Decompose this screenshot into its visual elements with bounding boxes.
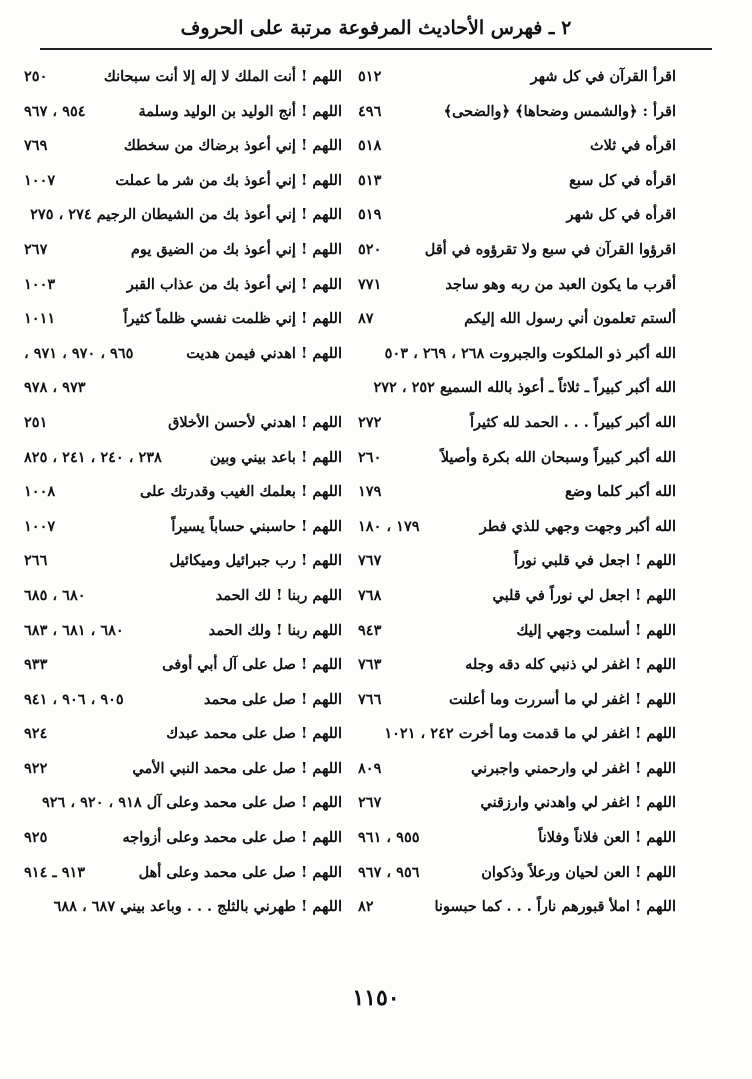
index-entry [358,510,676,545]
entry-text: اللهم ! صل على محمد وعلى أهل [138,863,342,881]
entry-page-numbers: ١٠٠٧ [24,517,56,535]
entry-text: اللهم ! اغفر لي ما قدمت وما أخرت ٢٤٢ ، ١٠٢١ [384,725,676,743]
entry-text: اللهم ! إني أعوذ برضاك من سخطك [123,137,342,155]
entry-text: اللهم ! صل على محمد وعلى أزواجه [122,829,342,847]
index-entry [358,786,676,821]
entry-text: اللهم ! اغفر لي ما أسررت وما أعلنت [448,690,676,708]
entry-page-numbers: ٥١٩ [358,206,382,224]
index-entry [24,544,342,579]
entry-text: اللهم ربنا ! ولك الحمد [208,621,342,639]
index-entry [358,337,676,372]
entry-text: اللهم ! باعد بيني وبين [209,448,342,466]
entry-page-numbers: ١٠٠٨ [24,483,56,501]
entry-page-numbers: ٩٢٥ [24,829,48,847]
index-entry [358,371,676,406]
entry-page-numbers: ٦٨٠ ، ٦٨١ ، ٦٨٣ [24,621,124,639]
index-entry [24,129,342,164]
entry-text: اقرأه في كل شهر [566,206,676,224]
entry-text: اللهم ! إني ظلمت نفسي ظلماً كثيراً [123,310,342,328]
entry-text: اقرؤوا القرآن في سبع ولا تقرؤوه في أقل [424,240,676,258]
entry-page-numbers: ٥١٣ [358,171,382,189]
entry-text: الله أكبر كبيراً . . . الحمد لله كثيراً [469,413,676,431]
index-entry [24,302,342,337]
index-entry [24,717,342,752]
entry-text: اللهم ! صل على محمد عبدك [166,725,342,743]
entry-page-numbers: ٥١٨ [358,137,382,155]
entry-page-numbers: ٩٥٤ ، ٩٦٧ [24,102,86,120]
index-entry [358,233,676,268]
entry-page-numbers: ٧٦٧ [358,552,382,570]
entry-text: اللهم ! العن فلاناً وفلاناً [538,829,676,847]
entry-page-numbers: ٨٧ [358,310,374,328]
entry-text: أقرب ما يكون العبد من ربه وهو ساجد [445,275,676,293]
index-column-right [358,60,676,925]
index-entry [358,129,676,164]
entry-page-numbers: ٩٢٤ [24,725,48,743]
page-number: ١١٥٠ [352,985,400,1011]
entry-page-numbers: ٧٦٦ [358,690,382,708]
index-entry [24,233,342,268]
entry-text: اللهم ! إني أعوذ بك من عذاب القبر [126,275,342,293]
entry-page-numbers: ٩٦٥ ، ٩٧٠ ، ٩٧١ ، [24,344,134,362]
entry-text: اقرأ : ﴿والشمس وضحاها﴾ ﴿والضحى﴾ [443,102,676,120]
entry-text: ألستم تعلمون أني رسول الله إليكم [464,310,676,328]
index-entry [24,510,342,545]
entry-page-numbers: ٩٠٥ ، ٩٠٦ ، ٩٤١ [24,690,124,708]
index-entry [24,579,342,614]
entry-page-numbers: ٨٠٩ [358,759,382,777]
entry-text: اللهم ! اجعل لي نوراً في قلبي [492,586,676,604]
index-entry [358,164,676,199]
entry-text: اللهم ! املأ قبورهم ناراً . . . كما حبسونا [434,898,676,916]
entry-text: اللهم ! اغفر لي ذنبي كله دقه وجله [465,656,676,674]
entry-page-numbers: ٢٥٠ [24,68,48,85]
entry-text: اللهم ! اهدني فيمن هديت [186,344,342,362]
entry-page-numbers: ٧٦٣ [358,656,382,674]
index-entry [24,648,342,683]
entry-text: اللهم ! صل على محمد [203,690,342,708]
index-entry [358,60,676,95]
index-entry [24,406,342,441]
index-entry [24,198,342,233]
index-entry [358,856,676,891]
index-entry [24,856,342,891]
entry-text: اللهم ! إني أعوذ بك من شر ما عملت [115,171,342,189]
index-entry [24,614,342,649]
entry-text: الله أكبر كلما وضع [564,483,676,501]
entry-page-numbers: ١٧٩ ، ١٨٠ [358,517,420,535]
entry-page-numbers: ٧٧١ [358,275,382,293]
index-entry [358,683,676,718]
entry-page-numbers: ١٠٠٣ [24,275,56,293]
entry-text: اللهم ! صل على آل أبي أوفى [162,656,342,674]
index-entry [358,648,676,683]
entry-page-numbers: ٥٢٠ [358,240,382,258]
entry-page-numbers: ٢٣٨ ، ٢٤٠ ، ٢٤١ ، ٨٢٥ [24,448,162,466]
entry-page-numbers: ٢٦٠ [358,448,382,466]
page-title: ٢ ـ فهرس الأحاديث المرفوعة مرتبة على الحروف [40,8,712,50]
entry-page-numbers: ٩٢٢ [24,759,48,777]
index-entry [358,614,676,649]
entry-page-numbers: ٤٩٦ [358,102,382,120]
index-entry [358,890,676,925]
entry-text: الله أكبر وجهت وجهي للذي فطر [479,517,676,535]
entry-page-numbers: ٩٧٣ ، ٩٧٨ [24,379,86,397]
index-entry [24,441,342,476]
entry-text: اللهم ! اجعل في قلبي نوراً [514,552,676,570]
entry-page-numbers: ٨٢ [358,898,374,916]
entry-page-numbers: ٦٨٠ ، ٦٨٥ [24,586,86,604]
entry-text: اللهم ! اغفر لي واهدني وارزقني [480,794,676,812]
entry-page-numbers: ٩٥٦ ، ٩٦٧ [358,863,420,881]
entry-text: اللهم ! أنج الوليد بن الوليد وسلمة [138,102,342,120]
entry-page-numbers: ٩١٣ ـ ٩١٤ [24,863,86,881]
index-column-left [24,60,342,925]
entry-page-numbers: ٩٥٥ ، ٩٦١ [358,829,420,847]
index-entry [358,752,676,787]
index-entry [24,786,342,821]
index-entry [358,302,676,337]
index-entry [358,544,676,579]
entry-text: اللهم ! صل على محمد النبي الأمي [132,759,342,777]
index-entry [358,717,676,752]
entry-text: الله أكبر كبيراً وسبحان الله بكرة وأصيلاً [440,448,676,466]
index-entry [24,164,342,199]
entry-text: اللهم ! رب جبرائيل وميكائيل [169,552,342,570]
index-entry [358,579,676,614]
entry-page-numbers: ٧٦٩ [24,137,48,155]
entry-text: اقرأ القرآن في كل شهر [530,68,676,85]
entry-text: اللهم ! إني أعوذ بك من الضيق يوم [130,240,342,258]
entry-text: اللهم ربنا ! لك الحمد [215,586,342,604]
index-entry [24,475,342,510]
entry-page-numbers: ٢٦٧ [358,794,382,812]
entry-page-numbers: ٢٧٢ [358,413,382,431]
entry-text: اللهم ! اهدني لأحسن الأخلاق [168,413,342,431]
entry-page-numbers: ٩٤٣ [358,621,382,639]
entry-page-numbers: ٧٦٨ [358,586,382,604]
index-entry [358,198,676,233]
entry-text: الله أكبر ذو الملكوت والجبروت ٢٦٨ ، ٢٦٩ ، ٥٠٣ [384,344,676,362]
entry-text: اللهم ! العن لحيان ورعلاً وذكوان [481,863,676,881]
entry-text: الله أكبر كبيراً ـ ثلاثاً ـ أعوذ بالله السميع ٢٥٢ ، ٢٧٢ [373,379,676,397]
index-entry [24,371,342,406]
entry-text: اللهم ! إني أعوذ بك من الشيطان الرجيم ٢٧٤ ، ٢٧٥ [30,206,342,224]
index-entry [358,475,676,510]
entry-page-numbers: ٢٦٧ [24,240,48,258]
entry-page-numbers: ١٧٩ [358,483,382,501]
entry-text: اللهم ! حاسبني حساباً يسيراً [171,517,342,535]
index-entry [358,441,676,476]
entry-page-numbers: ٢٥١ [24,413,48,431]
entry-page-numbers: ١٠١١ [24,310,56,328]
index-entry [358,268,676,303]
index-entry [24,337,342,372]
index-entry [358,406,676,441]
index-entry [24,268,342,303]
index-entry [24,752,342,787]
index-entry [24,95,342,130]
index-entry [24,890,342,925]
index-entry [24,60,342,95]
entry-text: اقرأه في كل سبع [569,171,676,189]
entry-page-numbers: ١٠٠٧ [24,171,56,189]
entry-text: اللهم ! اغفر لي وارحمني واجبرني [471,759,676,777]
entry-text: اللهم ! أنت الملك لا إله إلا أنت سبحانك [103,68,342,85]
entry-text: اقرأه في ثلاث [589,137,676,155]
index-entry [358,95,676,130]
index-entry [24,683,342,718]
index-entry [24,821,342,856]
entry-text: اللهم ! صل على محمد وعلى آل ٩١٨ ، ٩٢٠ ، ٩٢٦ [41,794,342,812]
entry-page-numbers: ٩٣٣ [24,656,48,674]
index-entry [358,821,676,856]
entry-text: اللهم ! بعلمك الغيب وقدرتك على [139,483,342,501]
entry-text: اللهم ! أسلمت وجهي إليك [516,621,676,639]
entry-text: اللهم ! طهرني بالثلج . . . وباعد بيني ٦٨٧ ، ٦٨٨ [53,898,342,916]
entry-page-numbers: ٥١٢ [358,68,382,85]
entry-page-numbers: ٢٦٦ [24,552,48,570]
